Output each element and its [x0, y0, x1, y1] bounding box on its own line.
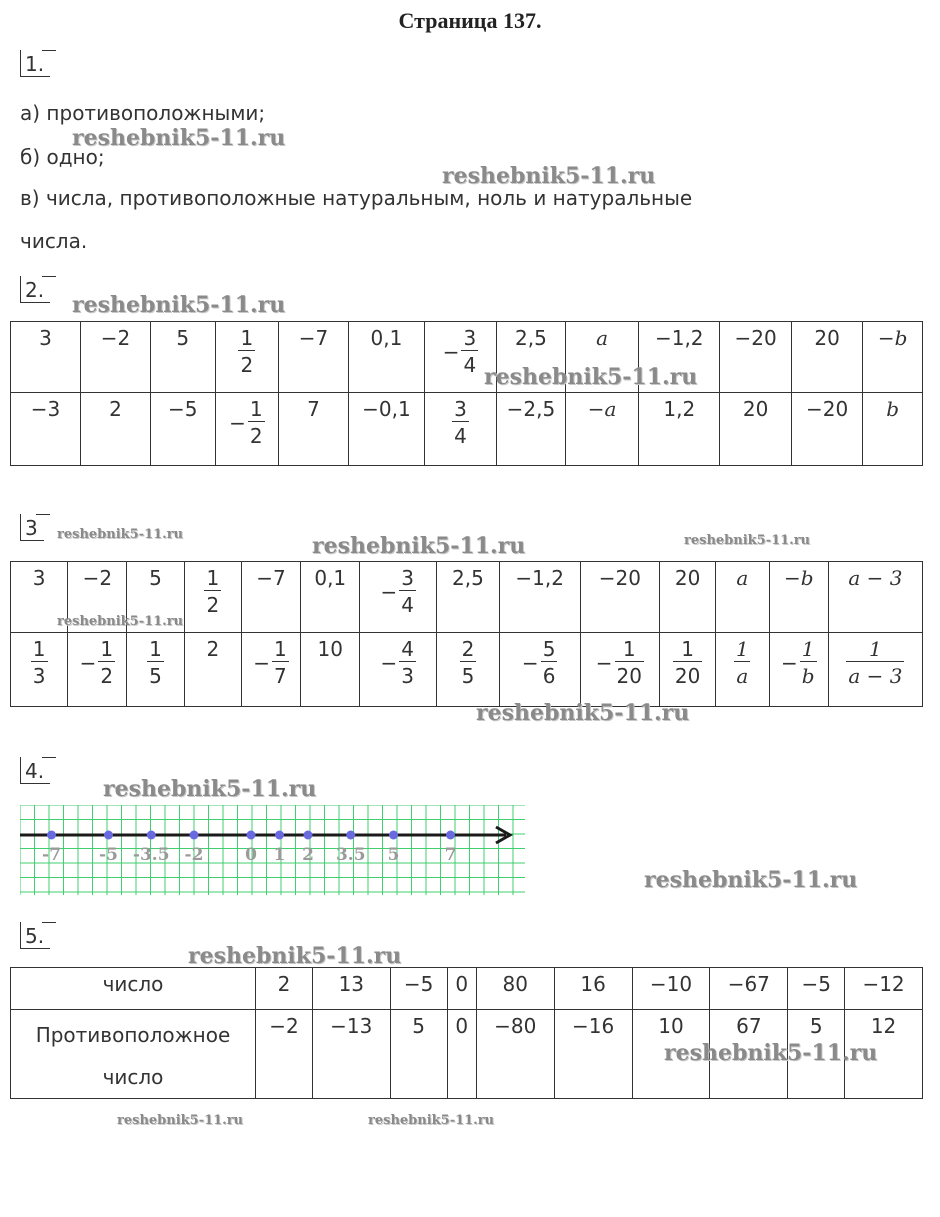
- table-cell: [127, 633, 184, 707]
- table-cell: [828, 562, 922, 633]
- cell-value: 10: [317, 637, 343, 661]
- cell-value: −13: [330, 1014, 373, 1038]
- cell-value: 0,1: [314, 566, 347, 590]
- numerator: 1: [274, 637, 287, 661]
- fraction: [399, 637, 416, 688]
- task-3-table: [10, 561, 923, 707]
- point-label: 2: [302, 845, 314, 865]
- minus-sign: −: [229, 410, 246, 435]
- table-cell: [660, 562, 716, 633]
- numerator: 3: [463, 326, 477, 350]
- cell-value: −b: [877, 326, 908, 350]
- cell-value: −5: [801, 972, 831, 996]
- point-marker: [147, 831, 156, 840]
- denominator: 20: [615, 661, 644, 688]
- numerator: 4: [401, 637, 414, 661]
- fraction: [461, 326, 478, 377]
- table-cell: [279, 322, 349, 393]
- cell-value: 67: [736, 1014, 762, 1038]
- table-cell: [256, 968, 313, 1010]
- cell-value: 0: [455, 1014, 469, 1038]
- fraction: [399, 566, 416, 617]
- fraction: [800, 637, 817, 688]
- point-marker: [346, 831, 355, 840]
- table-cell: [150, 322, 215, 393]
- cell-value: −2: [269, 1014, 299, 1038]
- denominator: 3: [31, 661, 48, 688]
- numerator: 1: [240, 326, 254, 350]
- watermark: reshebnik5-11.ru: [484, 364, 698, 390]
- cell-value: a − 3: [848, 566, 903, 590]
- cell-value: 2,5: [452, 566, 484, 590]
- watermark: reshebnik5-11.ru: [684, 533, 811, 548]
- table-cell: [11, 393, 81, 466]
- numerator: 3: [454, 397, 467, 421]
- denominator: 20: [673, 661, 702, 688]
- fraction: [272, 637, 289, 688]
- cell-value: −a: [587, 397, 617, 421]
- table-cell: [242, 562, 301, 633]
- fraction: [460, 637, 477, 688]
- point-marker: [47, 831, 56, 840]
- table-cell: [349, 393, 425, 466]
- table-cell: [301, 562, 360, 633]
- denominator: 5: [460, 661, 477, 688]
- task-1-answer-b: б) одно;: [20, 145, 105, 169]
- cell-value: −20: [598, 566, 641, 590]
- table-cell: [390, 1010, 447, 1099]
- fraction: [615, 637, 644, 688]
- point-marker: [190, 831, 199, 840]
- point-label: 3.5: [335, 845, 366, 865]
- table-cell: [215, 393, 278, 466]
- fraction: [98, 637, 115, 688]
- minus-sign: −: [595, 650, 613, 675]
- cell-value: −16: [571, 1014, 615, 1038]
- table-cell: [639, 393, 720, 466]
- numerator: 3: [401, 566, 414, 590]
- cell-value: 5: [412, 1014, 426, 1038]
- table-cell: [447, 1010, 476, 1099]
- table-cell: [279, 393, 349, 466]
- table-cell: [828, 633, 922, 707]
- table-row: [11, 322, 923, 393]
- table-row: [11, 968, 923, 1010]
- table-cell: [80, 393, 150, 466]
- table-cell: [769, 633, 828, 707]
- cell-value: 0: [455, 972, 469, 996]
- cell-value: 20: [814, 326, 840, 350]
- numerator: 1: [869, 637, 882, 661]
- task-4-number: 4.: [20, 757, 50, 784]
- denominator: b: [800, 661, 817, 688]
- minus-sign: −: [781, 650, 798, 675]
- table-cell: [497, 393, 566, 466]
- task-1-number: 1.: [20, 50, 50, 77]
- watermark: reshebnik5-11.ru: [644, 867, 858, 893]
- numerator: 5: [542, 637, 556, 661]
- cell-value: −20: [806, 397, 849, 421]
- table-cell: [215, 322, 278, 393]
- denominator: 2: [238, 350, 255, 377]
- table-cell: [845, 968, 923, 1010]
- table-row: [11, 393, 923, 466]
- table-cell: [360, 633, 437, 707]
- fraction: [238, 326, 255, 377]
- point-label: 1: [273, 845, 286, 865]
- numerator: 1: [100, 637, 114, 661]
- table-cell: [349, 322, 425, 393]
- table-cell: [580, 633, 660, 707]
- cell-value: 20: [674, 566, 701, 590]
- cell-value: 10: [658, 1014, 684, 1038]
- cell-value: a: [736, 566, 749, 590]
- cell-value: −0,1: [362, 397, 411, 421]
- number-line: [20, 805, 525, 895]
- table-cell: [437, 562, 500, 633]
- cell-value: 13: [338, 972, 365, 996]
- table-cell: [499, 633, 580, 707]
- cell-value: b: [886, 397, 900, 421]
- table-cell: [788, 968, 845, 1010]
- denominator: 7: [272, 661, 289, 688]
- cell-value: 5: [149, 566, 162, 590]
- denominator: 3: [399, 661, 416, 688]
- minus-sign: −: [442, 339, 460, 364]
- table-cell: [554, 1010, 632, 1099]
- cell-value: −5: [403, 972, 434, 996]
- watermark: reshebnik5-11.ru: [72, 125, 286, 151]
- numerator: 1: [622, 637, 636, 661]
- denominator: 4: [461, 350, 478, 377]
- cell-value: −80: [494, 1014, 537, 1038]
- numerator: 1: [32, 637, 46, 661]
- task-3-number: 3: [20, 514, 44, 541]
- cell-value: −7: [298, 326, 329, 350]
- cell-value: −2: [100, 326, 131, 350]
- table-cell: [256, 1010, 313, 1099]
- table-cell: [769, 562, 828, 633]
- fraction: [846, 637, 904, 688]
- point-marker: [446, 831, 455, 840]
- table-cell: [554, 968, 632, 1010]
- table-cell: [720, 393, 792, 466]
- denominator: 4: [452, 421, 469, 448]
- cell-value: −1,2: [515, 566, 564, 590]
- watermark: reshebnik5-11.ru: [103, 776, 317, 802]
- cell-value: 3: [39, 326, 52, 350]
- denominator: 2: [248, 421, 265, 448]
- watermark: reshebnik5-11.ru: [57, 614, 184, 629]
- table-cell: [11, 322, 81, 393]
- table-cell: [11, 633, 68, 707]
- cell-value: −7: [256, 566, 286, 590]
- table-cell: [312, 968, 390, 1010]
- watermark: reshebnik5-11.ru: [312, 533, 526, 559]
- numerator: 1: [249, 397, 263, 421]
- minus-sign: −: [521, 650, 539, 675]
- denominator: 6: [541, 661, 558, 688]
- fraction: [248, 397, 265, 448]
- minus-sign: −: [253, 650, 271, 675]
- table-header-number: число: [11, 968, 256, 1010]
- cell-value: 2: [206, 637, 220, 661]
- denominator: a: [734, 661, 750, 688]
- table-cell: [184, 562, 241, 633]
- watermark: reshebnik5-11.ru: [442, 163, 656, 189]
- table-row: [11, 633, 923, 707]
- point-label: 5: [387, 845, 400, 865]
- point-label: 7: [444, 845, 457, 865]
- point-marker: [275, 831, 284, 840]
- point-label: 0: [245, 845, 257, 865]
- cell-value: 0,1: [370, 326, 403, 350]
- table-header-opposite: Противоположное число: [11, 1010, 256, 1099]
- task-2-number: 2.: [20, 276, 50, 303]
- table-cell: [863, 393, 923, 466]
- cell-value: 2: [109, 397, 122, 421]
- task-1-answer-a: а) противоположными;: [20, 101, 266, 125]
- numerator: 1: [735, 637, 749, 661]
- task-1-answer-c-line1: в) числа, противоположные натуральным, ноль и натуральные: [20, 186, 693, 210]
- cell-value: 5: [176, 326, 190, 350]
- table-cell: [68, 633, 127, 707]
- watermark: reshebnik5-11.ru: [117, 1113, 244, 1128]
- page-title: Страница 137.: [398, 8, 542, 33]
- denominator: 2: [98, 661, 115, 688]
- point-label: -5: [99, 845, 118, 865]
- denominator: 5: [147, 661, 164, 688]
- minus-sign: −: [79, 650, 97, 675]
- cell-value: 5: [809, 1014, 823, 1038]
- cell-value: −1,2: [654, 326, 704, 350]
- cell-value: 80: [502, 972, 528, 996]
- table-cell: [312, 1010, 390, 1099]
- point-marker: [104, 831, 113, 840]
- fraction: [147, 637, 164, 688]
- minus-sign: −: [380, 650, 398, 675]
- table-cell: [565, 393, 638, 466]
- table-cell: [242, 633, 301, 707]
- watermark: reshebnik5-11.ru: [368, 1113, 495, 1128]
- table-cell: [476, 1010, 554, 1099]
- cell-value: −10: [649, 972, 693, 996]
- task-5-number: 5.: [20, 922, 50, 949]
- numerator: 1: [681, 637, 694, 661]
- numerator: 2: [461, 637, 475, 661]
- fraction: [204, 566, 221, 617]
- cell-value: 12: [870, 1014, 897, 1038]
- table-cell: [360, 562, 437, 633]
- cell-value: 7: [307, 397, 320, 421]
- table-cell: [301, 633, 360, 707]
- task-2-table: [10, 321, 923, 466]
- denominator: a − 3: [846, 661, 904, 688]
- table-cell: [150, 393, 215, 466]
- table-cell: [499, 562, 580, 633]
- point-marker: [247, 831, 256, 840]
- fraction: [541, 637, 558, 688]
- table-cell: [632, 968, 710, 1010]
- cell-value: −5: [168, 397, 198, 421]
- point-label: -7: [42, 845, 61, 865]
- table-cell: [863, 322, 923, 393]
- cell-value: 3: [32, 566, 46, 590]
- watermark: reshebnik5-11.ru: [476, 700, 690, 726]
- table-cell: [390, 968, 447, 1010]
- point-label: -2: [184, 845, 204, 865]
- minus-sign: −: [380, 579, 398, 604]
- cell-value: −2,5: [506, 397, 556, 421]
- table-cell: [791, 393, 863, 466]
- table-cell: [184, 633, 241, 707]
- task-1-answer-c-line2: числа.: [20, 229, 88, 253]
- table-cell: [791, 322, 863, 393]
- point-label: -3.5: [132, 845, 170, 865]
- cell-value: −2: [82, 566, 113, 590]
- cell-value: −12: [862, 972, 905, 996]
- denominator: 4: [399, 590, 416, 617]
- fraction: [734, 637, 751, 688]
- numerator: 1: [149, 637, 162, 661]
- cell-value: 16: [580, 972, 606, 996]
- point-marker: [389, 831, 398, 840]
- cell-value: −3: [30, 397, 61, 421]
- cell-value: −67: [727, 972, 770, 996]
- cell-value: 2,5: [515, 326, 547, 350]
- fraction: [673, 637, 702, 688]
- fraction: [31, 637, 48, 688]
- cell-value: 1,2: [663, 397, 696, 421]
- numerator: 1: [206, 566, 220, 590]
- table-cell: [437, 633, 500, 707]
- watermark: reshebnik5-11.ru: [664, 1040, 878, 1066]
- table-cell: [715, 633, 769, 707]
- fraction: [452, 397, 469, 448]
- task-5-table: [10, 967, 923, 1099]
- watermark: reshebnik5-11.ru: [57, 527, 184, 542]
- numerator: 1: [801, 637, 815, 661]
- point-marker: [304, 831, 313, 840]
- cell-value: −20: [734, 326, 777, 350]
- table-cell: [710, 968, 788, 1010]
- table-cell: [424, 393, 496, 466]
- watermark: reshebnik5-11.ru: [72, 292, 286, 318]
- denominator: 2: [204, 590, 221, 617]
- watermark: reshebnik5-11.ru: [188, 943, 402, 969]
- table-cell: [476, 968, 554, 1010]
- cell-value: 20: [742, 397, 769, 421]
- cell-value: 2: [277, 972, 291, 996]
- table-cell: [715, 562, 769, 633]
- table-cell: [80, 322, 150, 393]
- cell-value: a: [596, 326, 608, 350]
- table-cell: [580, 562, 660, 633]
- table-cell: [447, 968, 476, 1010]
- table-cell: [720, 322, 792, 393]
- cell-value: −b: [784, 566, 814, 590]
- table-cell: [660, 633, 716, 707]
